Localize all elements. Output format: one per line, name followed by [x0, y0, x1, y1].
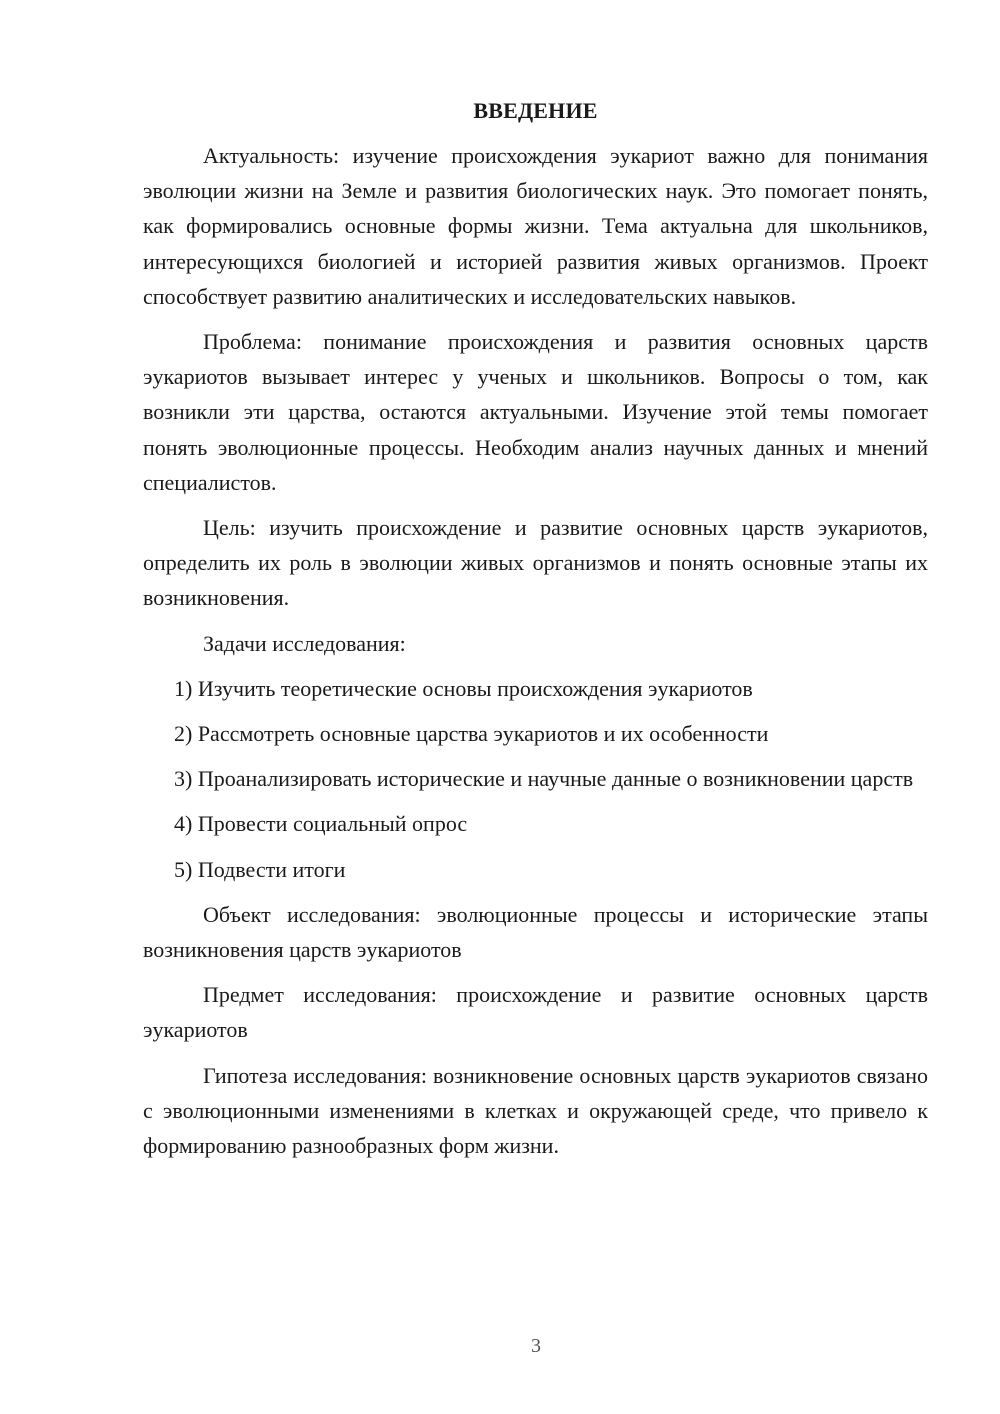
goal-paragraph: Цель: изучить происхождение и развитие основных царств эукариотов, определить их роль в эволюции живых организмов и понять основные этапы их возникновения. [143, 515, 928, 611]
tasks-heading: Задачи исследования: [203, 630, 406, 656]
task-item: 4) Провести социальный опрос [174, 811, 468, 837]
task-item: 2) Рассмотреть основные царства эукариотов и их особенности [174, 721, 769, 747]
hypothesis-paragraph: Гипотеза исследования: возникновение основных царств эукариотов связано с эволюционными изменениями в клетках и окружающей среде, что привело к формированию разнообразных форм жизни. [143, 1062, 928, 1159]
page-title: ВВЕДЕНИЕ [473, 98, 598, 123]
task-item: 5) Подвести итоги [174, 856, 346, 882]
relevance-paragraph: Актуальность: изучение происхождения эукариот важно для понимания эволюции жизни на Земле и развития биологических наук. Это помогает понять, как формировались основные формы жизни. Тема актуальна для школьников, интересующихся биологией и историей развития живых организмов. Проект способствует развитию аналитических и исследовательских навыков. [143, 143, 928, 309]
page-content [143, 96, 928, 1163]
task-item: 3) Проанализировать исторические и научные данные о возникновении царств [174, 766, 914, 792]
object-paragraph: Объект исследования: эволюционные процессы и исторические этапы возникновения царств эукариотов [143, 901, 928, 963]
subject-paragraph: Предмет исследования: происхождение и развитие основных царств эукариотов [143, 982, 928, 1043]
problem-paragraph: Проблема: понимание происхождения и развития основных царств эукариотов вызывает интерес у ученых и школьников. Вопросы о том, как возникли эти царства, остаются актуальными. Изучение этой темы помогает понять эволюционные процессы. Необходим анализ научных данных и мнений специалистов. [143, 329, 928, 495]
task-item: 1) Изучить теоретические основы происхождения эукариотов [174, 675, 753, 701]
page-number: 3 [531, 1335, 541, 1357]
